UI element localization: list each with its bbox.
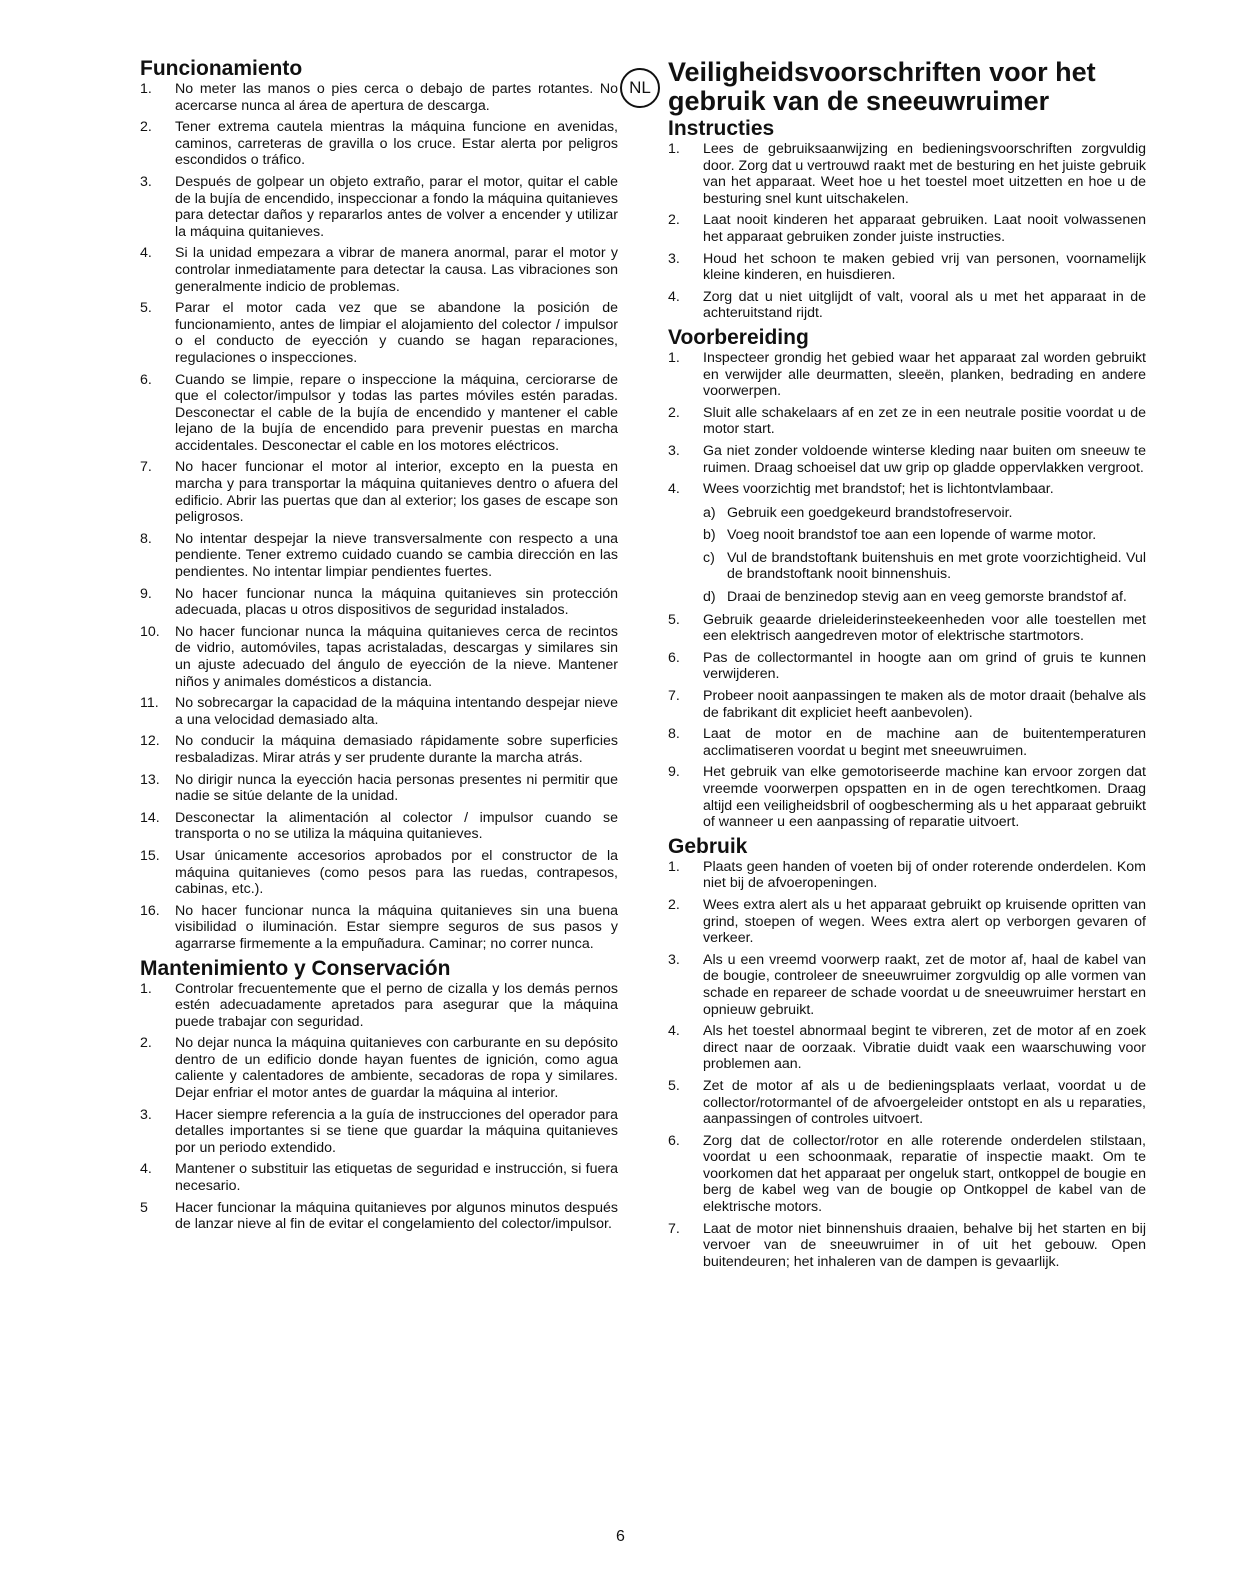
item-text: Wees voorzichtig met brandstof; het is lichtontvlambaar. xyxy=(703,481,1054,498)
list-item xyxy=(668,764,1146,830)
item-number: 4. xyxy=(140,1161,152,1178)
list-item xyxy=(668,443,1146,476)
item-number: 7. xyxy=(140,459,152,476)
list-item xyxy=(140,1035,618,1101)
item-text: Gebruik geaarde drieleiderinsteekeenheden voor alle toestellen met een elektrisch aangedreven motor of elektrische startmotors. xyxy=(703,611,1146,645)
sub-item-text: Gebruik een goedgekeurd brandstofreservoir. xyxy=(727,504,1013,521)
list-item xyxy=(668,212,1146,245)
item-text: No sobrecargar la capacidad de la máquina intentando despejar nieve a una velocidad demasiado alta. xyxy=(175,695,618,728)
item-text: Hacer siempre referencia a la guía de instrucciones del operador para detalles importantes si se tiene que guardar la máquina quitanieves por un periodo extendido. xyxy=(175,1106,618,1156)
item-number: 4. xyxy=(668,481,680,498)
item-text: Parar el motor cada vez que se abandone la posición de funcionamiento, antes de limpiar el alojamiento del colector / impulsor o el conducto de eyección y cuando se hagan reparaciones, regulaciones o inspecciones. xyxy=(175,300,618,366)
sub-list-item xyxy=(703,550,1146,583)
item-number: 15. xyxy=(140,847,160,864)
section-heading-funcionamiento: Funcionamiento xyxy=(140,57,303,80)
item-number: 6. xyxy=(140,371,152,388)
list-item xyxy=(668,251,1146,284)
sub-list xyxy=(703,505,1146,606)
item-text: Laat nooit kinderen het apparaat gebruiken. Laat nooit volwassenen het apparaat gebruiken zonder juiste instructies. xyxy=(703,212,1146,245)
section-heading-instructies: Instructies xyxy=(668,117,775,140)
list-item xyxy=(668,650,1146,683)
sub-list-item xyxy=(703,505,1146,522)
item-number: 1. xyxy=(668,141,680,157)
list-item xyxy=(140,733,618,766)
item-text: No intentar despejar la nieve transversalmente con respecto a una pendiente. Tener extremo cuidado cuando se cambia dirección en las pendientes. No intentar limpiar pendientes fuertes. xyxy=(175,530,618,581)
item-text: No meter las manos o pies cerca o debajo de partes rotantes. No acercarse nunca al área de apertura de descarga. xyxy=(175,81,618,114)
item-number: 7. xyxy=(668,1220,680,1237)
item-number: 5. xyxy=(668,611,680,628)
item-number: 4. xyxy=(668,1023,680,1040)
numbered-list xyxy=(140,81,618,953)
list-item xyxy=(140,624,618,690)
list-item xyxy=(140,848,618,898)
list-item xyxy=(668,405,1146,438)
item-number: 2. xyxy=(668,404,680,421)
list-item xyxy=(140,1107,618,1157)
item-number: 12. xyxy=(140,733,160,750)
item-text: Hacer funcionar la máquina quitanieves por algunos minutos después de lanzar nieve al fin de evitar el congelamiento del colector/impulsor. xyxy=(175,1199,618,1233)
list-item xyxy=(140,459,618,525)
item-number: 10. xyxy=(140,623,160,640)
list-item xyxy=(668,859,1146,892)
item-number: 3. xyxy=(668,250,680,267)
item-number: 2. xyxy=(140,1035,152,1052)
sub-item-text: Draai de benzinedop stevig aan en veeg gemorste brandstof af. xyxy=(727,589,1127,606)
list-item xyxy=(140,981,618,1031)
item-number: 9. xyxy=(140,585,152,602)
right-column xyxy=(629,57,1146,1275)
item-text: Het gebruik van elke gemotoriseerde machine kan ervoor zorgen dat vreemde voorwerpen opspatten en in de ogen terechtkomen. Draag altijd een veiligheidsbril of oogbescherming als u het apparaat gebruikt of wanneer u een aanpassing of reparatie uitvoert. xyxy=(703,764,1146,831)
list-item xyxy=(140,372,618,455)
page-number: 6 xyxy=(616,1528,625,1545)
list-item xyxy=(668,1133,1146,1216)
item-number: 3. xyxy=(668,951,680,968)
item-text: No hacer funcionar nunca la máquina quitanieves sin una buena visibilidad o iluminación. Estar siempre seguros de sus pasos y agarrarse firmemente a la empuñadura. Caminar; no correr nunca. xyxy=(175,902,618,952)
sub-item-letter: c) xyxy=(703,549,715,566)
list-item xyxy=(140,810,618,843)
list-item xyxy=(668,688,1146,721)
item-number: 4. xyxy=(668,288,680,305)
item-text: Mantener o substituir las etiquetas de seguridad e instrucción, si fuera necesario. xyxy=(175,1161,618,1195)
list-item xyxy=(140,81,618,114)
sub-list-item xyxy=(703,527,1146,544)
item-number: 14. xyxy=(140,809,160,826)
item-text: Inspecteer grondig het gebied waar het apparaat zal worden gebruikt en verwijder alle deurmatten, sleeën, planken, bedrading en andere voorwerpen. xyxy=(703,349,1146,400)
list-item xyxy=(668,726,1146,759)
item-text: Houd het schoon te maken gebied vrij van personen, voornamelijk kleine kinderen, en huisdieren. xyxy=(703,250,1146,284)
list-item xyxy=(668,612,1146,645)
item-number: 3. xyxy=(140,1106,152,1123)
list-item xyxy=(140,772,618,805)
sub-item-letter: b) xyxy=(703,527,716,544)
list-item xyxy=(140,1161,618,1194)
item-text: Plaats geen handen of voeten bij of onder roterende onderdelen. Kom niet bij de afvoeropeningen. xyxy=(703,858,1146,892)
item-text: Desconectar la alimentación al colector / impulsor cuando se transporta o no se utiliza la máquina quitanieves. xyxy=(175,809,618,843)
item-text: Ga niet zonder voldoende winterse kleding naar buiten om sneeuw te ruimen. Draag schoeisel dat uw grip op gladde oppervlakken vergroot. xyxy=(703,442,1146,476)
item-text: Laat de motor niet binnenshuis draaien, behalve bij het starten en bij vervoer van de sneeuwruimer in of uit het gebouw. Open buitendeuren; het inhaleren van de dampen is gevaarlijk. xyxy=(703,1220,1146,1270)
sub-item-text: Vul de brandstoftank buitenshuis en met grote voorzichtigheid. Vul de brandstoftank nooit binnenshuis. xyxy=(727,549,1146,583)
item-text: Zet de motor af als u de bedieningsplaats verlaat, voordat u de collector/rotormantel of de afvoergeleider ontstopt en als u reparaties, aanpassingen of controles uitvoert. xyxy=(703,1077,1146,1128)
numbered-list xyxy=(140,981,618,1233)
item-number: 6. xyxy=(668,1132,680,1149)
item-text: Tener extrema cautela mientras la máquina funcione en avenidas, caminos, carreteras de gravilla o los cruce. Estar alerta por peligros escondidos o tráfico. xyxy=(175,119,618,169)
sub-item-letter: d) xyxy=(703,589,716,606)
item-text: No hacer funcionar nunca la máquina quitanieves cerca de recintos de vidrio, automóviles, tapas acristaladas, descargas y similares sin un ajuste adecuado del ángulo de eyección de la nieve. Mantener niños y animales domésticos a distancia. xyxy=(175,623,618,690)
list-item xyxy=(668,289,1146,322)
item-text: Zorg dat de collector/rotor en alle roterende onderdelen stilstaan, voordat u een schoonmaak, reparatie of inspectie maakt. Om te voorkomen dat het apparaat per ongeluk start, ontkoppel de bougie en berg de kabel weg van de bougie op Ontkoppel de kabel van de elektrische motors. xyxy=(703,1132,1146,1216)
left-column xyxy=(140,58,618,1238)
item-number: 5. xyxy=(668,1077,680,1094)
item-text: Als u een vreemd voorwerp raakt, zet de motor af, haal de kabel van de bougie, controleer de sneeuwruimer zorgvuldig op alle vormen van schade en repareer de schade voordat u de sneeuwruimer herstart en opnieuw gebruikt. xyxy=(703,951,1146,1018)
item-number: 6. xyxy=(668,649,680,666)
item-text: Pas de collectormantel in hoogte aan om grind of gruis te kunnen verwijderen. xyxy=(703,649,1146,683)
page-title: Veiligheidsvoorschriften voor het gebruik van de sneeuwruimer xyxy=(668,57,1096,116)
item-text: Sluit alle schakelaars af en zet ze in een neutrale positie voordat u de motor start. xyxy=(703,404,1146,438)
item-text: No dirigir nunca la eyección hacia personas presentes ni permitir que nadie se sitúe delante de la unidad. xyxy=(175,771,618,805)
list-item xyxy=(668,897,1146,947)
item-text: Después de golpear un objeto extraño, parar el motor, quitar el cable de la bujía de encendido, inspeccionar a fondo la máquina quitanieves para detectar daños y repararlos antes de volver a encender y utilizar la máquina quitanieves. xyxy=(175,173,618,240)
list-item xyxy=(140,531,618,581)
item-number: 5. xyxy=(140,300,152,317)
item-number: 2. xyxy=(668,896,680,913)
item-text: No dejar nunca la máquina quitanieves con carburante en su depósito dentro de un edificio donde hayan fuentes de ignición, como agua caliente y calentadores de ambiente, secadoras de ropa y similares. Dejar enfriar el motor antes de guardar la máquina al interior. xyxy=(175,1035,618,1102)
list-item xyxy=(668,1078,1146,1128)
list-item xyxy=(140,119,618,169)
section-heading-voorbereiding: Voorbereiding xyxy=(668,325,809,349)
item-text: No hacer funcionar el motor al interior, excepto en la puesta en marcha y para transportar la máquina quitanieves dentro o afuera del edificio. Abrir las puertas que dan al exterior; los gases de escape son peligrosos. xyxy=(175,459,618,526)
item-text: Lees de gebruiksaanwijzing en bedieningsvoorschriften zorgvuldig door. Zorg dat u vertrouwd raakt met de besturing en het juiste gebruik van het apparaat. Weet hoe u het toestel moet uitzetten en hoe u de besturing snel kunt uitschakelen. xyxy=(703,141,1146,207)
sub-item-letter: a) xyxy=(703,504,716,521)
item-number: 1. xyxy=(140,980,152,997)
language-badge-nl: NL xyxy=(620,68,660,108)
item-text: No conducir la máquina demasiado rápidamente sobre superficies resbaladizas. Mirar atrás y ser prudente durante la marcha atrás. xyxy=(175,733,618,766)
sub-list-item xyxy=(703,589,1146,606)
list-item xyxy=(140,245,618,295)
item-number: 7. xyxy=(668,688,680,705)
item-number: 4. xyxy=(140,245,152,262)
list-item xyxy=(668,350,1146,400)
item-number: 8. xyxy=(140,530,152,547)
item-number: 3. xyxy=(140,173,152,190)
numbered-list xyxy=(668,859,1146,1271)
item-text: Zorg dat u niet uitglijdt of valt, vooral als u met het apparaat in de achteruitstand rijdt. xyxy=(703,288,1146,322)
item-text: Wees extra alert als u het apparaat gebruikt op kruisende opritten van grind, stoepen of wegen. Wees extra alert op verborgen gevaren of verkeer. xyxy=(703,896,1146,947)
list-item xyxy=(140,903,618,953)
list-item xyxy=(140,695,618,728)
sub-item-text: Voeg nooit brandstof toe aan een lopende of warme motor. xyxy=(727,527,1097,544)
item-number: 2. xyxy=(668,212,680,229)
list-item xyxy=(140,300,618,366)
list-item xyxy=(668,1023,1146,1073)
item-text: Controlar frecuentemente que el perno de cizalla y los demás pernos estén adecuadamente apretados para asegurar que la máquina puede trabajar con seguridad. xyxy=(175,980,618,1030)
list-item xyxy=(668,1221,1146,1271)
item-number: 9. xyxy=(668,764,680,781)
item-number: 16. xyxy=(140,902,160,919)
item-text: Si la unidad empezara a vibrar de manera anormal, parar el motor y controlar inmediatamente para detectar la causa. Las vibraciones son generalmente indicio de problemas. xyxy=(175,245,618,295)
item-text: Probeer nooit aanpassingen te maken als de motor draait (behalve als de fabrikant dit expliciet heeft aanbevolen). xyxy=(703,688,1146,721)
item-text: Als het toestel abnormaal begint te vibreren, zet de motor af en zoek direct naar de oorzaak. Vibratie duidt vaak een waarschuwing voor problemen aan. xyxy=(703,1023,1146,1073)
list-item xyxy=(668,141,1146,207)
item-number: 2. xyxy=(140,119,152,136)
item-number: 8. xyxy=(668,726,680,743)
item-text: Laat de motor en de machine aan de buitentemperaturen acclimatiseren voordat u begint met sneeuwruimen. xyxy=(703,726,1146,759)
item-number: 1. xyxy=(668,858,680,875)
list-item xyxy=(140,1200,618,1233)
right-sections xyxy=(668,118,1146,1270)
numbered-list xyxy=(668,350,1146,831)
item-number: 1. xyxy=(668,349,680,366)
list-item xyxy=(668,481,1146,606)
item-number: 3. xyxy=(668,442,680,459)
item-number: 5 xyxy=(140,1199,148,1216)
section-heading-mantenimiento-y-conservacion: Mantenimiento y Conservación xyxy=(140,956,451,980)
item-text: No hacer funcionar nunca la máquina quitanieves sin protección adecuada, placas u otros dispositivos de seguridad instalados. xyxy=(175,585,618,619)
item-text: Usar únicamente accesorios aprobados por el constructor de la máquina quitanieves (como pesos para las ruedas, contrapesos, cabinas, etc.). xyxy=(175,847,618,898)
list-item xyxy=(140,174,618,240)
list-item xyxy=(668,952,1146,1018)
item-text: Cuando se limpie, repare o inspeccione la máquina, cerciorarse de que el colector/impulsor y todas las partes móviles estén paradas. Desconectar el cable de la bujía de encendido y mantener el cable lejano de la bujía de encendido para prevenir puestas en marcha accidentales. Desconectar el cable en los motores eléctricos. xyxy=(175,371,618,454)
item-number: 1. xyxy=(140,81,152,97)
numbered-list xyxy=(668,141,1146,322)
list-item xyxy=(140,586,618,619)
item-number: 13. xyxy=(140,771,160,788)
section-heading-gebruik: Gebruik xyxy=(668,834,748,858)
item-number: 11. xyxy=(140,695,159,712)
title-block xyxy=(629,57,1146,116)
